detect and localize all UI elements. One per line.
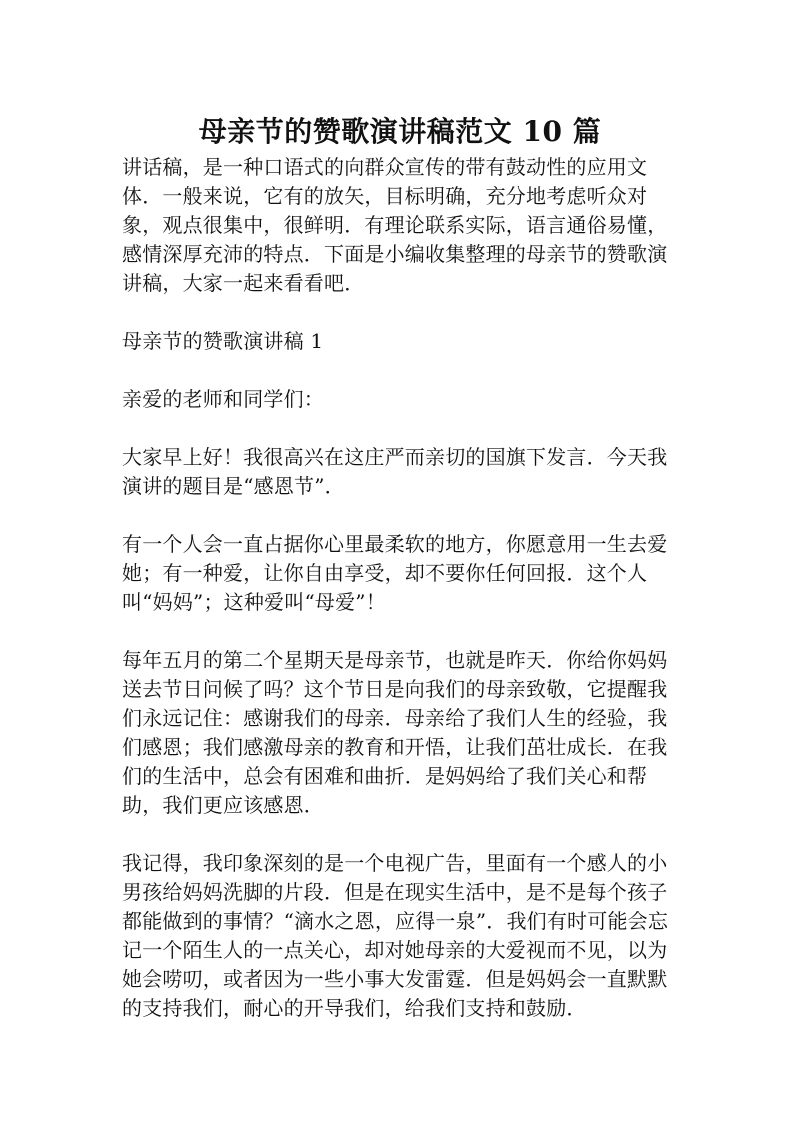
paragraph-gap — [122, 298, 670, 327]
paragraph-gap — [122, 414, 670, 443]
memory-paragraph: 我记得，我印象深刻的是一个电视广告，里面有一个感人的小男孩给妈妈洗脚的片段．但是在现实生活中，是不是每个孩子都能做到的事情？“滴水之恩，应得一泉”．我们有时可能会忘记一个陌生人的一点关心，却对她母亲的大爱视而不见，以为她会唠叨，或者因为一些小事大发雷霆．但是妈妈会一直默默的支持我们，耐心的开导我们，给我们支持和鼓励． — [122, 851, 669, 1020]
greeting-paragraph: 亲爱的老师和同学们： — [122, 387, 324, 411]
paragraph-gap — [122, 356, 670, 385]
paragraph-gap — [122, 501, 670, 530]
opening-paragraph: 大家早上好！我很高兴在这庄严而亲切的国旗下发言．今天我演讲的题目是“感恩节”． — [122, 445, 668, 498]
mothers-day-paragraph: 每年五月的第二个星期天是母亲节，也就是昨天．你给你妈妈送去节日问候了吗？这个节日是向我们的母亲致敬，它提醒我们永远记住：感谢我们的母亲．母亲给了我们人生的经验，我们感恩；我们感激母亲的教育和开悟，让我们茁壮成长．在我们的生活中，总会有困难和曲折．是妈妈给了我们关心和帮助，我们更应该感恩． — [122, 648, 668, 817]
paragraph-gap — [122, 617, 670, 646]
document-title: 母亲节的赞歌演讲稿范文 10 篇 — [198, 115, 602, 148]
section-heading: 母亲节的赞歌演讲稿 1 — [122, 329, 324, 353]
document-body — [122, 153, 670, 1023]
intro-paragraph: 讲话稿，是一种口语式的向群众宣传的带有鼓动性的应用文体．一般来说，它有的放矢，目标明确，充分地考虑听众对象，观点很集中，很鲜明．有理论联系实际，语言通俗易懂，感情深厚充沛的特点．下面是小编收集整理的母亲节的赞歌演讲稿，大家一起来看看吧． — [122, 155, 668, 295]
paragraph-gap — [122, 820, 670, 849]
mother-love-paragraph: 有一个人会一直占据你心里最柔软的地方，你愿意用一生去爱她；有一种爱，让你自由享受，却不要你任何回报．这个人叫“妈妈”；这种爱叫“母爱”！ — [122, 532, 668, 614]
